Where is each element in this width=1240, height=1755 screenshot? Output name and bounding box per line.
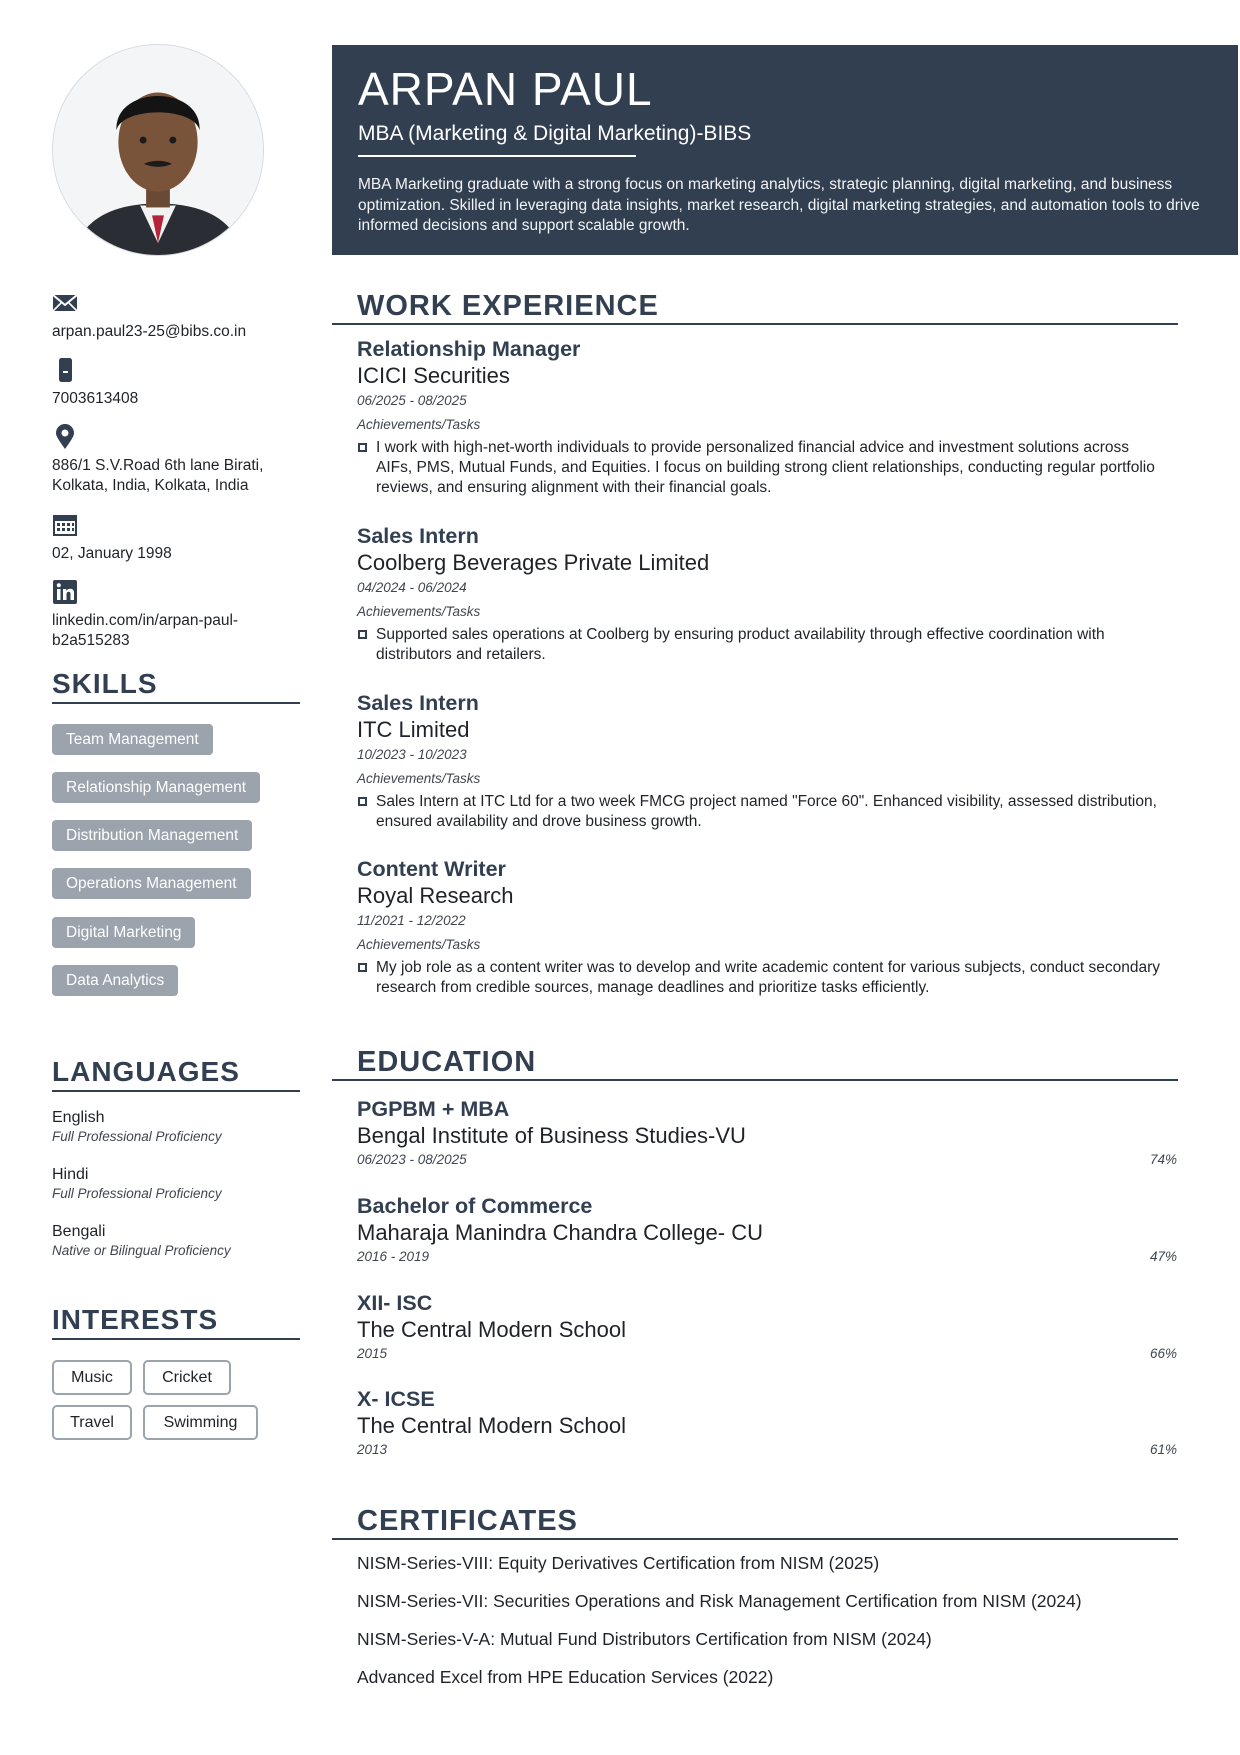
phone-icon	[52, 357, 78, 383]
job-entry	[357, 856, 1167, 998]
job-company: ITC Limited	[357, 717, 470, 742]
education-school: The Central Modern School	[357, 1413, 627, 1438]
job-role: Sales Intern	[357, 524, 479, 548]
calendar-icon	[52, 512, 78, 538]
tasks-label: Achievements/Tasks	[357, 771, 481, 786]
contact-email[interactable]	[52, 290, 307, 342]
skill-chip: Relationship Management	[52, 772, 260, 803]
tasks-label: Achievements/Tasks	[357, 417, 481, 432]
job-company: ICICI Securities	[357, 363, 510, 388]
education-school: Maharaja Manindra Chandra College- CU	[357, 1220, 763, 1245]
header-banner	[332, 45, 1238, 255]
task-item	[357, 958, 1167, 998]
education-school: The Central Modern School	[357, 1317, 627, 1342]
envelope-icon	[52, 290, 78, 316]
education-meta	[357, 1151, 1177, 1169]
task-item	[357, 625, 1167, 665]
skill-chip: Digital Marketing	[52, 917, 195, 948]
linkedin-icon	[52, 579, 78, 605]
birthday-text: 02, January 1998	[52, 545, 172, 562]
work-experience-heading: WORK EXPERIENCE	[332, 289, 1178, 325]
education-meta	[357, 1441, 1177, 1459]
job-role: Content Writer	[357, 857, 506, 881]
education-degree: X- ICSE	[357, 1387, 435, 1411]
contact-phone[interactable]	[52, 357, 307, 409]
phone-text: 7003613408	[52, 390, 139, 407]
language-level: Native or Bilingual Proficiency	[52, 1243, 231, 1258]
task-item	[357, 438, 1167, 498]
tasks-label: Achievements/Tasks	[357, 937, 481, 952]
task-text: I work with high-net-worth individuals to provide personalized financial advice and investment solutions across AIFs, PMS, Mutual Funds, and Equities. I focus on building strong client relationships, conducting regular portfolio reviews, and ensuring alignment with their financial goals.	[376, 439, 1155, 496]
job-dates: 11/2021 - 12/2022	[357, 913, 466, 928]
job-dates: 04/2024 - 06/2024	[357, 580, 467, 595]
education-dates: 2015	[357, 1346, 388, 1361]
education-meta	[357, 1248, 1177, 1266]
education-school: Bengal Institute of Business Studies-VU	[357, 1123, 746, 1148]
task-text: Supported sales operations at Coolberg by ensuring product availability through effective coordination with distributors and retailers.	[376, 626, 1105, 663]
skills-heading: SKILLS	[52, 668, 300, 704]
task-text: My job role as a content writer was to develop and write academic content for various subjects, conduct secondary research from credible sources, manage deadlines and prioritize tasks efficiently.	[376, 959, 1161, 996]
job-role: Relationship Manager	[357, 337, 581, 361]
job-entry	[357, 523, 1167, 665]
education-dates: 2016 - 2019	[357, 1249, 430, 1264]
job-role: Sales Intern	[357, 691, 479, 715]
candidate-degree: MBA (Marketing & Digital Marketing)-BIBS	[358, 121, 636, 157]
education-meta	[357, 1345, 1177, 1363]
job-dates: 06/2025 - 08/2025	[357, 393, 467, 408]
certificate-item: Advanced Excel from HPE Education Services (2022)	[357, 1667, 774, 1687]
certificate-item: NISM-Series-V-A: Mutual Fund Distributors Certification from NISM (2024)	[357, 1629, 932, 1649]
certificate-item: NISM-Series-VIII: Equity Derivatives Certification from NISM (2025)	[357, 1553, 880, 1573]
task-text: Sales Intern at ITC Ltd for a two week FMCG project named "Force 60". Enhanced visibility, assessed distribution, ensured availability and drove business growth.	[376, 793, 1157, 830]
certificates-heading: CERTIFICATES	[332, 1504, 1178, 1540]
interest-chip: Travel	[52, 1405, 132, 1440]
language-item	[52, 1165, 302, 1203]
location-pin-icon	[52, 424, 78, 450]
profile-summary: MBA Marketing graduate with a strong focus on marketing analytics, strategic planning, digital marketing, and business optimization. Skilled in leveraging data insights, market research, digital marketing strategies, and automation tools to drive informed decisions and support scalable growth.	[358, 176, 1200, 234]
skill-chip: Team Management	[52, 724, 213, 755]
language-name: Hindi	[52, 1166, 89, 1183]
skill-chip: Operations Management	[52, 868, 251, 899]
profile-photo	[52, 44, 264, 256]
contact-linkedin[interactable]	[52, 579, 307, 651]
languages-heading: LANGUAGES	[52, 1056, 300, 1092]
job-company: Coolberg Beverages Private Limited	[357, 550, 710, 575]
education-degree: XII- ISC	[357, 1291, 433, 1315]
square-bullet-icon	[358, 797, 367, 806]
language-item	[52, 1108, 302, 1146]
education-entry	[357, 1290, 1177, 1363]
education-entry	[357, 1193, 1177, 1266]
interest-chip: Cricket	[143, 1360, 231, 1395]
email-text: arpan.paul23-25@bibs.co.in	[52, 323, 247, 340]
job-entry	[357, 690, 1167, 832]
education-entry	[357, 1096, 1177, 1169]
language-level: Full Professional Proficiency	[52, 1129, 222, 1144]
skill-chip: Distribution Management	[52, 820, 252, 851]
square-bullet-icon	[358, 963, 367, 972]
education-dates: 2013	[357, 1442, 388, 1457]
education-heading: EDUCATION	[332, 1045, 1178, 1081]
contact-birthday	[52, 512, 307, 564]
language-name: English	[52, 1109, 105, 1126]
job-entry	[357, 336, 1167, 498]
contact-address	[52, 424, 307, 496]
task-item	[357, 792, 1167, 832]
candidate-name: ARPAN PAUL	[358, 63, 653, 115]
tasks-label: Achievements/Tasks	[357, 604, 481, 619]
interest-chip: Swimming	[143, 1405, 258, 1440]
language-item	[52, 1222, 302, 1260]
certificate-item: NISM-Series-VII: Securities Operations and Risk Management Certification from NISM (2024)	[357, 1591, 1082, 1611]
interests-heading: INTERESTS	[52, 1304, 300, 1340]
education-degree: PGPBM + MBA	[357, 1097, 510, 1121]
education-grade: 74%	[1149, 1152, 1177, 1167]
square-bullet-icon	[358, 443, 367, 452]
address-text: 886/1 S.V.Road 6th lane Birati, Kolkata, India, Kolkata, India	[52, 457, 264, 494]
education-grade: 61%	[1149, 1442, 1177, 1457]
language-level: Full Professional Proficiency	[52, 1186, 222, 1201]
linkedin-text: linkedin.com/in/arpan-paul-b2a515283	[52, 612, 239, 649]
education-grade: 66%	[1149, 1346, 1177, 1361]
job-dates: 10/2023 - 10/2023	[357, 747, 467, 762]
square-bullet-icon	[358, 630, 367, 639]
education-dates: 06/2023 - 08/2025	[357, 1152, 467, 1167]
education-grade: 47%	[1149, 1249, 1177, 1264]
education-entry	[357, 1386, 1177, 1459]
skill-chip: Data Analytics	[52, 965, 178, 996]
job-company: Royal Research	[357, 883, 514, 908]
interest-chip: Music	[52, 1360, 132, 1395]
education-degree: Bachelor of Commerce	[357, 1194, 593, 1218]
language-name: Bengali	[52, 1223, 106, 1240]
